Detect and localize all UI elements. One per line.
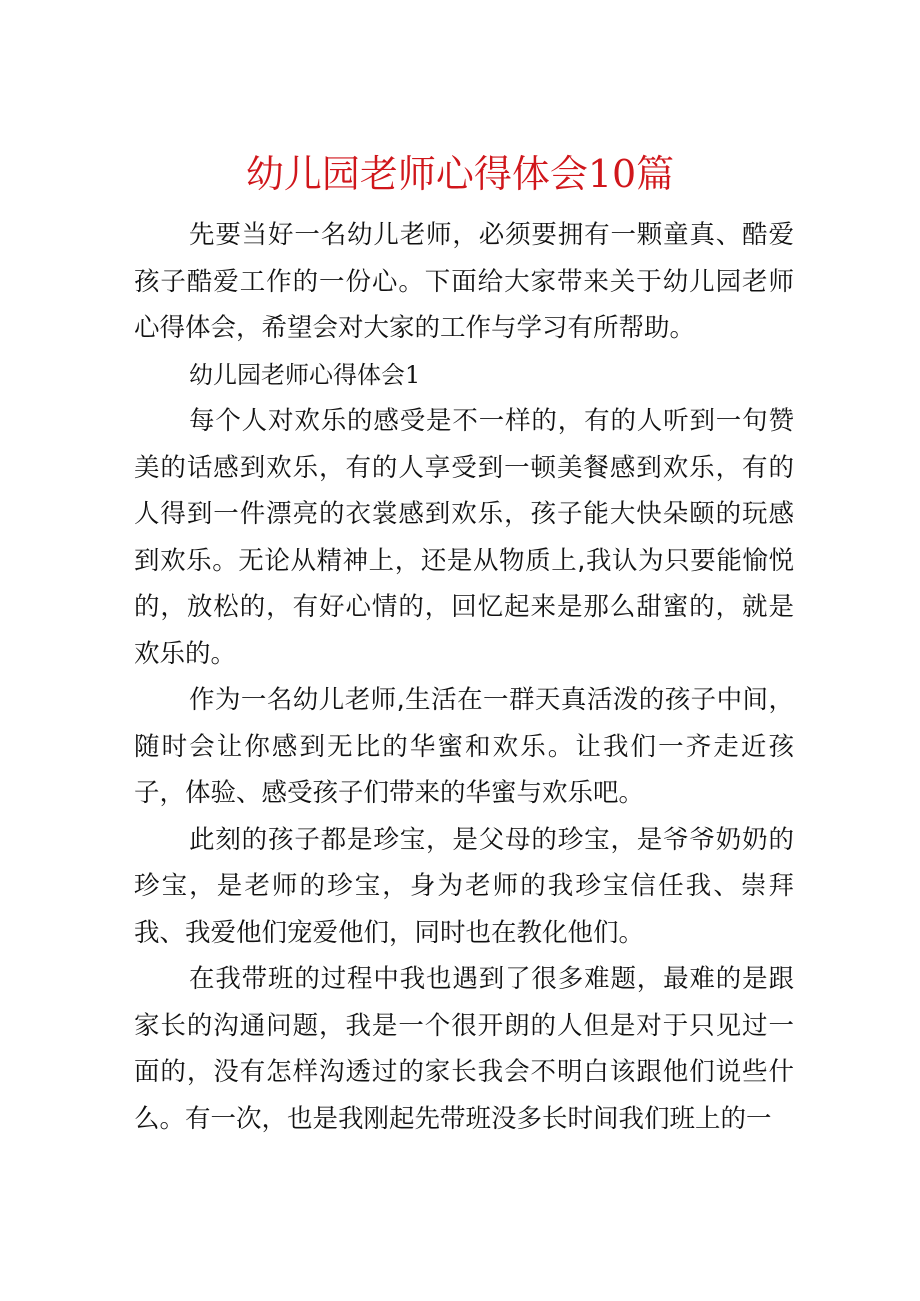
body-paragraph: 此刻的孩子都是珍宝，是父母的珍宝，是爷爷奶奶的珍宝，是老师的珍宝，身为老师的我珍宝信任我、崇拜我、我爱他们宠爱他们，同时也在教化他们。 <box>134 824 794 948</box>
body-paragraph: 在我带班的过程中我也遇到了很多难题，最难的是跟家长的沟通问题，我是一个很开朗的人但是对于只见过一面的，没有怎样沟透过的家长我会不明白该跟他们说些什么。有一次，也是我刚起先带班没多长时间我们班上的一 <box>134 964 794 1134</box>
intro-paragraph: 先要当好一名幼儿老师，必须要拥有一颗童真、酷爱孩子酷爱工作的一份心。下面给大家带来关于幼儿园老师心得体会，希望会对大家的工作与学习有所帮助。 <box>134 220 794 343</box>
body-paragraph: 作为一名幼儿老师,生活在一群天真活泼的孩子中间，随时会让你感到无比的华蜜和欢乐。让我们一齐走近孩子，体验、感受孩子们带来的华蜜与欢乐吧。 <box>134 685 794 808</box>
document-title: 幼儿园老师心得体会10篇 <box>245 152 675 196</box>
document-body <box>134 212 794 1142</box>
body-paragraph: 每个人对欢乐的感受是不一样的，有的人听到一句赞美的话感到欢乐，有的人享受到一顿美餐感到欢乐，有的人得到一件漂亮的衣裳感到欢乐，孩子能大快朵颐的玩感到欢乐。无论从精神上，还是从物质上,我认为只要能愉悦的，放松的，有好心情的，回忆起来是那么甜蜜的，就是欢乐的。 <box>134 406 794 669</box>
section-heading: 幼儿园老师心得体会1 <box>189 360 421 389</box>
